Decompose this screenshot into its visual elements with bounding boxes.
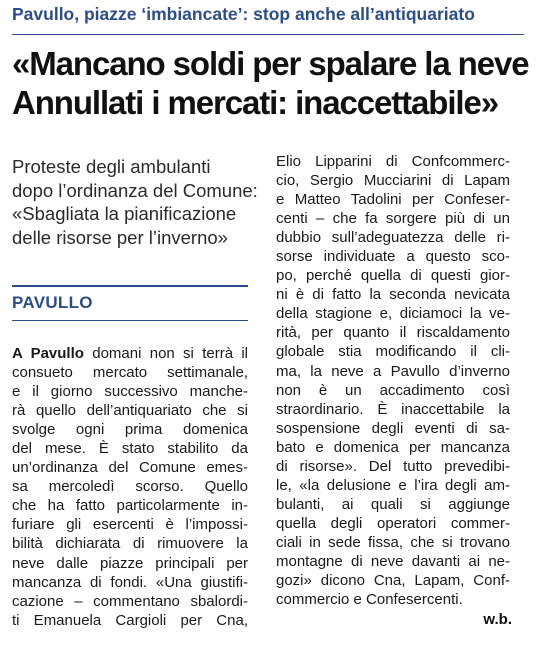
body-line: straordinario. È inaccettabile la	[276, 400, 510, 418]
body-line: del mese. È stato stabilito da	[12, 440, 248, 458]
body-line: sa mercoledì scorso. Quello	[12, 478, 248, 496]
kicker-divider	[12, 34, 524, 35]
kicker: Pavullo, piazze ‘imbiancate’: stop anche all’antiquariato	[12, 4, 475, 24]
author-byline: w.b.	[483, 611, 512, 628]
body-line: cio, Sergio Mucciarini di Lapam	[276, 172, 510, 190]
body-line: Elio Lipparini di Confcommerc-	[276, 153, 510, 170]
body-line: gozi» dicono Cna, Lapam, Conf-	[276, 572, 510, 590]
summary	[12, 155, 258, 249]
body-line: non è un accadimento così	[276, 381, 510, 399]
body-line: globale stia modificando il cli-	[276, 343, 510, 361]
location-label: PAVULLO	[12, 293, 93, 312]
body-line: rità, per quanto il riscaldamento	[276, 324, 510, 342]
body-line: le, «la delusione e l’ira degli am-	[276, 476, 510, 494]
body-line: cazione – commentano sbalordi-	[12, 592, 248, 610]
body-line: ni è di fatto la seconda nevicata	[276, 286, 510, 304]
body-line: che ha fatto particolarmente in-	[12, 497, 248, 515]
body-line: svolge ogni prima domenica	[12, 421, 248, 439]
body-text: domani non si terrà il	[83, 345, 249, 362]
location-rule-bottom	[12, 320, 248, 321]
body-line: della stagione e, diciamoci la ve-	[276, 305, 510, 323]
body-line: dubbio sull’adeguatezza delle ri-	[276, 229, 510, 247]
body-line	[12, 344, 248, 363]
body-line: quella degli operatori commer-	[276, 514, 510, 532]
body-line: montagne di neve davanti ai ne-	[276, 552, 510, 570]
body-line: bato e domenica per mancanza	[276, 438, 510, 456]
headline-line: Annullati i mercati: inaccettabile»	[12, 84, 498, 121]
body-line: sorse individuate a questo sco-	[276, 248, 510, 266]
body-line: commercio e Confesercenti.	[276, 591, 463, 609]
body-line: e il giorno successivo manche-	[12, 383, 248, 401]
summary-line: dopo l’ordinanza del Comune:	[12, 179, 258, 201]
body-line: rà quello dell’antiquariato che si	[12, 402, 248, 420]
summary-line: Proteste degli ambulanti	[12, 156, 211, 177]
location-rule-top	[12, 285, 248, 287]
body-line: ciali in sede fissa, che si trovano	[276, 533, 510, 551]
lead-in: A Pavullo	[12, 345, 84, 362]
summary-line: «Sbagliata la pianificazione	[12, 203, 237, 224]
body-line: furiare gli esercenti è l’impossi-	[12, 516, 248, 534]
body-column-right	[276, 152, 510, 609]
body-line: bilità dichiarata di rimuovere la	[12, 535, 248, 553]
body-line: e Matteo Tadolini per Confeser-	[276, 191, 510, 209]
body-line: un’ordinanza del Comune emes-	[12, 459, 248, 477]
body-column-left	[12, 344, 248, 630]
body-line: ti Emanuela Cargioli per Cna,	[12, 611, 248, 629]
summary-line: delle risorse per l’inverno»	[12, 226, 228, 248]
body-line: consueto mercato settimanale,	[12, 364, 248, 382]
body-line: mancanza di fondi. «Una giustifi-	[12, 573, 248, 591]
body-line: po, perché quella di questi gior-	[276, 267, 510, 285]
body-line: bulanti, ai quali si aggiunge	[276, 495, 510, 513]
body-line: centi – che fa sorgere più di un	[276, 210, 510, 228]
body-line: neve dalle piazze principali per	[12, 554, 248, 572]
headline-line: «Mancano soldi per spalare la neve	[12, 45, 529, 82]
body-line: ma, la neve a Pavullo d’inverno	[276, 362, 510, 380]
body-line: sospensione degli eventi di sa-	[276, 419, 510, 437]
headline	[12, 44, 532, 122]
body-line: di risorse». Del tutto prevedibi-	[276, 457, 510, 475]
